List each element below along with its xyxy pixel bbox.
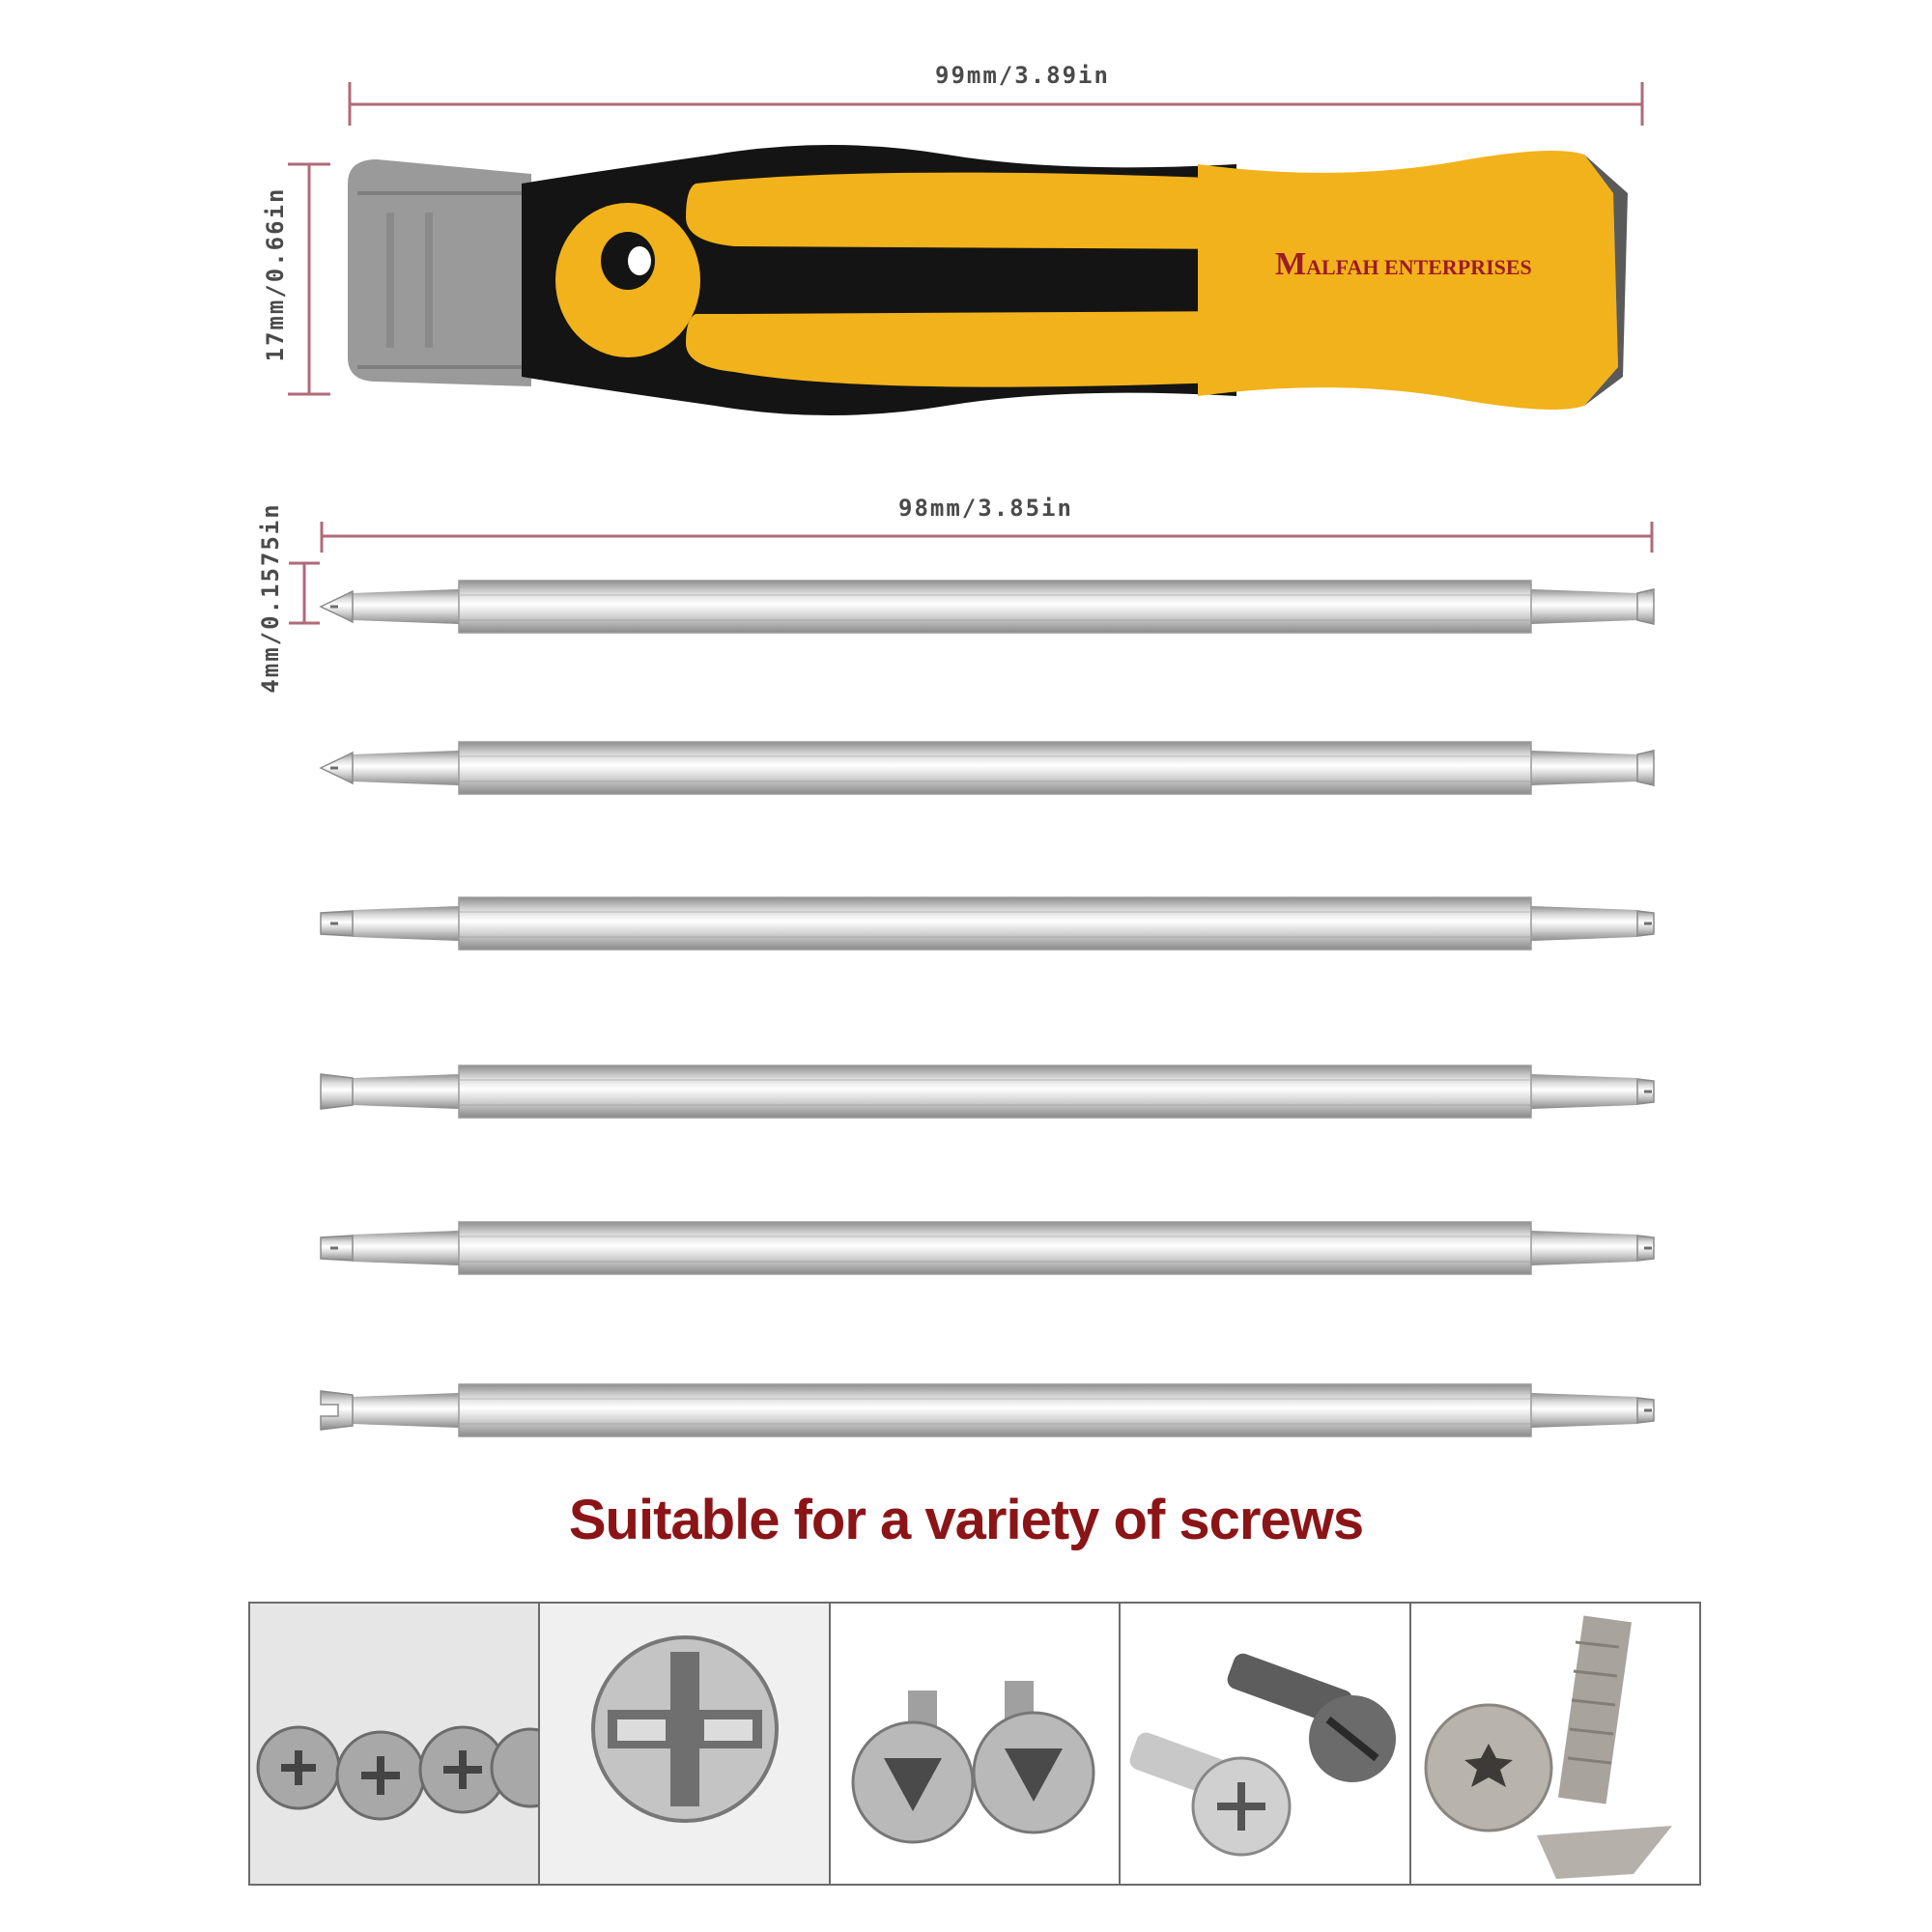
headline: Suitable for a variety of screws — [568, 1489, 1364, 1551]
h-head-screw-image — [540, 1604, 830, 1884]
screw-types-strip — [248, 1602, 1701, 1886]
slotted-and-phillips-screws-image — [1121, 1604, 1410, 1884]
bit-1 — [321, 581, 1654, 633]
bit-3 — [321, 897, 1654, 950]
screw-panel-h-head — [540, 1604, 830, 1884]
bit-diameter-label: 4mm/0.1575in — [257, 502, 284, 694]
bit-5 — [321, 1222, 1654, 1274]
screw-panel-phillips — [250, 1604, 540, 1884]
screw-panel-triangle — [831, 1604, 1121, 1884]
screw-panel-torx — [1411, 1604, 1699, 1884]
brand-initial: M — [1275, 246, 1307, 282]
bit-4 — [321, 1065, 1654, 1118]
phillips-screws-image — [250, 1604, 540, 1884]
triangle-screws-image — [831, 1604, 1121, 1884]
brand-name: ALFAH ENTERPRISES — [1306, 255, 1532, 279]
bit-6 — [321, 1384, 1654, 1436]
handle-diameter-label: 17mm/0.66in — [262, 186, 289, 362]
bit-length-label: 98mm/3.85in — [898, 495, 1073, 522]
screw-panel-slotted-phillips — [1121, 1604, 1410, 1884]
torx-screws-image — [1411, 1604, 1699, 1884]
bit-2 — [321, 742, 1654, 794]
handle-length-label: 99mm/3.89in — [935, 62, 1110, 89]
